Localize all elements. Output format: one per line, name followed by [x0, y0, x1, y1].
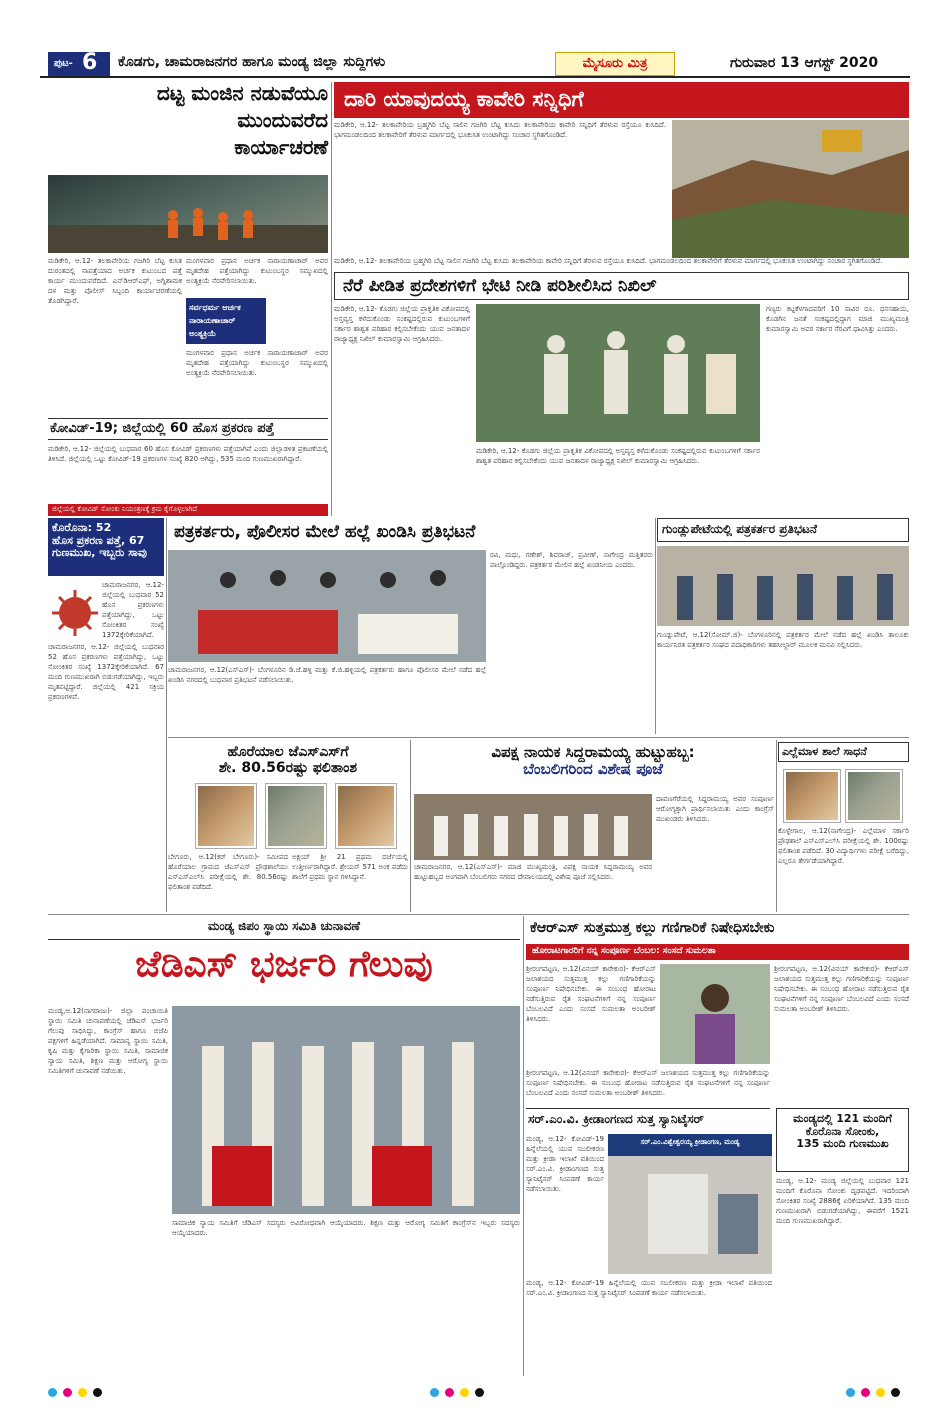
story-nikhil-headline: ನೆರೆ ಪೀಡಿತ ಪ್ರದೇಶಗಳಿಗೆ ಭೇಟಿ ನೀಡಿ ಪರಿಶೀಲಿಸಿದ ನಿಖಿಲ್ — [334, 272, 909, 300]
story-priest-body: ಮಂಗಳವಾರ ಪ್ರಧಾನ ಅರ್ಚಕ ನಾರಾಯಣಾಚಾರ್ ಅವರ ಮೃತದೇಹ ಪತ್ತೆಯಾಗಿದ್ದು ಕುಟುಂಬಸ್ಥರ ಸಮ್ಮುಖದಲ್ಲಿ ಅಂತ್ಯಕ್ರಿಯೆ ನೆರವೇರಿಸಲಾಯಿತು. — [186, 257, 328, 285]
column-rule — [523, 916, 524, 1376]
registration-marks-center — [430, 1382, 490, 1401]
cnagar-headline-3: ಗುಣಮುಖ, ಇಬ್ಬರು ಸಾವು — [52, 546, 147, 560]
story-cnagar-covid-body-2: ಚಾಮರಾಜನಗರ, ಆ.12- ಜಿಲ್ಲೆಯಲ್ಲಿ ಬುಧವಾರ 52 ಹೊಸ ಪ್ರಕರಣಗಳು ಪತ್ತೆಯಾಗಿದ್ದು, ಒಟ್ಟು ಸೋಂಕಿತರ ಸಂಖ್ಯೆ 1372ಕ್ಕೇರಿಕೆಯಾಗಿದೆ. 67 ಮಂದಿ ಗುಣಮುಖರಾಗಿ ಬಿಡುಗಡೆಯಾಗಿದ್ದು, ಇಬ್ಬರು ಮೃತಪಟ್ಟಿದ್ದಾರೆ. ಜಿಲ್ಲೆಯಲ್ಲಿ 421 ಸಕ್ರಿಯ ಪ್ರಕರಣಗಳಿವೆ. — [48, 643, 164, 701]
story-krs-subhead: ಹೋರಾಟಗಾರರಿಗೆ ನನ್ನ ಸಂಪೂರ್ಣ ಬೆಂಬಲ: ಸಂಸದೆ ಸುಮಲತಾ — [526, 944, 909, 960]
story-jds-kicker: ಮಂಡ್ಯ ಜಿಪಂ ಸ್ಥಾಯಿ ಸಮಿತಿ ಚುನಾವಣೆ — [48, 916, 520, 940]
story-gundlupet-body: ಗುಂಡ್ಲುಪೇಟೆ, ಆ.12(ಸೋಮ್.ಜಿ)- ಬೆಂಗಳೂರಿನಲ್ಲಿ ಪತ್ರಕರ್ತರ ಮೇಲೆ ನಡೆದ ಹಲ್ಲೆ ಖಂಡಿಸಿ ತಾಲೂಕು ಕಾರ್ಯನಿರತ ಪತ್ರಕರ್ತರ ಸಂಘದ ಪದಾಧಿಕಾರಿಗಳು ತಹಸೀಲ್ದಾರ್ ಮೂಲಕ ಮನವಿ ಸಲ್ಲಿಸಿದರು. — [657, 631, 909, 649]
row-rule — [168, 737, 909, 738]
story-fog-headline-1: ದಟ್ಟ ಮಂಜಿನ ನಡುವೆಯೂ — [156, 81, 328, 105]
story-fog-body: ಮಡಿಕೇರಿ, ಆ.12- ತಲಕಾವೇರಿಯ ಗಜಗಿರಿ ಬೆಟ್ಟ ಕುಸಿತ ದುರಂತದಲ್ಲಿ ನಾಪತ್ತೆಯಾದ ಅರ್ಚಕ ಕುಟುಂಬದ ಪತ್ತೆ ಕಾರ್ಯ ಮುಂದುವರೆದಿದೆ. ಎನ್‌ಡಿಆರ್‌ಎಫ್, ಅಗ್ನಿಶಾಮಕ ದಳ ಮತ್ತು ಪೊಲೀಸ್ ಸಿಬ್ಬಂದಿ ಕಾರ್ಯಾಚರಣೆಯಲ್ಲಿ ತೊಡಗಿದ್ದಾರೆ. — [48, 257, 182, 305]
story-kodagu-covid-headline: ಕೋವಿಡ್-19; ಜಿಲ್ಲೆಯಲ್ಲಿ 60 ಹೊಸ ಪ್ರಕರಣ ಪತ್ತೆ — [48, 418, 328, 440]
story-horeyala-headline — [168, 740, 408, 784]
mandya-headline-2: ಕೊರೊನಾ ಸೋಂಕು, — [805, 1124, 880, 1138]
school-student-photo-1 — [784, 770, 840, 822]
coronavirus-icon — [50, 588, 100, 638]
section-title: ಕೊಡಗು, ಚಾಮರಾಜನಗರ ಹಾಗೂ ಮಂಡ್ಯ ಜಿಲ್ಲಾ ಸುದ್ದಿಗಳು — [118, 54, 386, 70]
mandya-headline-3: 135 ಮಂದಿ ಗುಣಮುಖ — [796, 1137, 889, 1151]
column-rule — [655, 518, 656, 734]
page-label-text: ಪುಟ- — [54, 58, 73, 69]
sumalatha-figure — [660, 964, 770, 1064]
sumalatha-photo — [660, 964, 770, 1064]
reg-dot-black — [891, 1388, 900, 1397]
student-photo-2 — [266, 784, 326, 848]
page-number: 6 — [82, 50, 98, 75]
story-cnagar-covid-body: ಚಾಮರಾಜನಗರ, ಆ.12- ಜಿಲ್ಲೆಯಲ್ಲಿ ಬುಧವಾರ 52 ಹೊಸ ಪ್ರಕರಣಗಳು ಪತ್ತೆಯಾಗಿದ್ದು, ಒಟ್ಟು ಸೋಂಕಿತರ ಸಂಖ್ಯೆ 1372ಕ್ಕೇರಿಕೆಯಾಗಿದೆ. — [102, 581, 164, 639]
nikhil-visit-figure — [476, 304, 760, 442]
cnagar-headline-1: ಕೊರೊನಾ: 52 — [52, 521, 112, 534]
reg-dot-magenta — [445, 1388, 454, 1397]
column-rule — [331, 82, 332, 516]
story-road-body-cont: ಮಡಿಕೇರಿ, ಆ.12- ತಲಕಾವೇರಿಯ ಬ್ರಹ್ಮಗಿರಿ ಬೆಟ್ಟ ಸಾಲಿನ ಗಜಗಿರಿ ಬೆಟ್ಟ ಕುಸಿದು ತಲಕಾವೇರಿಯ ಕಾವೇರಿ ಸನ್ನಿಧಿಗೆ ತೆರಳುವ ರಸ್ತೆಯೂ ಕುಸಿದಿದೆ. ಭಾಗಮಂಡಲದಿಂದ ತಲಕಾವೇರಿಗೆ ತೆರಳುವ ಮಾರ್ಗದಲ್ಲಿ ಭೂಕುಸಿತ ಉಂಟಾಗಿದ್ದು ಸಂಚಾರ ಸ್ಥಗಿತಗೊಂಡಿದೆ. — [334, 257, 883, 265]
rescue-photo — [48, 175, 328, 253]
protest-figure — [168, 550, 486, 662]
cnagar-headline-2: ಹೊಸ ಪ್ರಕರಣ ಪತ್ತೆ, 67 — [52, 533, 145, 547]
reg-dot-yellow — [78, 1388, 87, 1397]
story-jds-body: ಮಂಡ್ಯ,ಆ.12(ನಾಗರಾಜು)- ಜಿಲ್ಲಾ ಪಂಚಾಯಿತಿ ಸ್ಥಾಯಿ ಸಮಿತಿ ಚುನಾವಣೆಯಲ್ಲಿ ಜೆಡಿಎಸ್ ಭರ್ಜರಿ ಗೆಲುವು ಸಾಧಿಸಿದ್ದು, ಕಾಂಗ್ರೆಸ್ ಹಾಗೂ ಬಿಜೆಪಿ ಪಕ್ಷಗಳಿಗೆ ಹಿನ್ನಡೆಯಾಗಿದೆ. ಸಾಮಾನ್ಯ ಸ್ಥಾಯಿ ಸಮಿತಿ, ಕೃಷಿ ಮತ್ತು ಕೈಗಾರಿಕಾ ಸ್ಥಾಯಿ ಸಮಿತಿ, ಸಾಮಾಜಿಕ ನ್ಯಾಯ ಸಮಿತಿ, ಶಿಕ್ಷಣ ಮತ್ತು ಆರೋಗ್ಯ ಸ್ಥಾಯಿ ಸಮಿತಿಗಳಿಗೆ ಚುನಾವಣೆ ನಡೆಯಿತು. — [48, 1007, 168, 1075]
story-school-headline: ಎಲ್ಲೆಮಾಳ ಶಾಲೆ ಸಾಧನೆ — [778, 742, 909, 762]
tag-line-3: ಅಂತ್ಯಕ್ರಿಯೆ — [189, 329, 217, 338]
row-rule — [48, 914, 909, 915]
siddu-photo — [414, 794, 652, 860]
column-rule — [166, 518, 167, 912]
story-cnagar-covid-headline — [48, 518, 164, 576]
story-kodagu-covid-body: ಮಡಿಕೇರಿ, ಆ.12- ಜಿಲ್ಲೆಯಲ್ಲಿ ಬುಧವಾರ 60 ಹೊಸ ಕೋವಿಡ್ ಪ್ರಕರಣಗಳು ಪತ್ತೆಯಾಗಿವೆ ಎಂದು ಜಿಲ್ಲಾಡಳಿತ ಪ್ರಕಟಣೆಯಲ್ಲಿ ತಿಳಿಸಿದೆ. ಜಿಲ್ಲೆಯಲ್ಲಿ ಒಟ್ಟು ಕೋವಿಡ್-19 ಪ್ರಕರಣಗಳ ಸಂಖ್ಯೆ 820 ಆಗಿದ್ದು, 535 ಮಂದಿ ಗುಣಮುಖರಾಗಿದ್ದಾರೆ. — [48, 445, 328, 463]
stadium-figure — [608, 1134, 772, 1274]
story-krs-body-2: ಶ್ರೀರಂಗಪಟ್ಟಣ, ಆ.12(ವಿನಯ್ ಕಾರೇಕುರ)- ಕೆಆರ್‌ಎಸ್ ಜಲಾಶಯದ ಸುತ್ತಮುತ್ತ ಕಲ್ಲು ಗಣಿಗಾರಿಕೆಯನ್ನು ಸಂಪೂರ್ಣ ನಿಷೇಧಿಸಬೇಕು. ಈ ಸಂಬಂಧ ಹೋರಾಟ ನಡೆಸುತ್ತಿರುವ ರೈತ ಸಂಘಟನೆಗಳಿಗೆ ನನ್ನ ಸಂಪೂರ್ಣ ಬೆಂಬಲವಿದೆ ಎಂದು ಸಂಸದೆ ಸುಮಲತಾ ಅಂಬರೀಶ್ ತಿಳಿಸಿದರು. — [774, 965, 909, 1013]
jds-group-figure — [172, 1006, 520, 1214]
rescue-team-figure — [48, 175, 328, 253]
reg-dot-yellow — [460, 1388, 469, 1397]
registration-marks-left — [48, 1382, 108, 1401]
tag-line-2: ನಾರಾಯಣಾಚಾರ್ — [189, 316, 236, 325]
mandya-headline-1: ಮಂಡ್ಯದಲ್ಲಿ 121 ಮಂದಿಗೆ — [793, 1112, 892, 1125]
story-protest-body-2: ರವಿ, ಮಧು, ಗಣೇಶ್, ಶಿವರಾಜ್, ಪ್ರವೀಣ್, ನಾಗೇಂದ್ರ ಮತ್ತಿತರರು ಪಾಲ್ಗೊಂಡಿದ್ದರು. ಪತ್ರಕರ್ತರ ಮೇಲಿನ ಹಲ್ಲೆ ಖಂಡನೀಯ ಎಂದರು. — [490, 551, 653, 569]
reg-dot-cyan — [846, 1388, 855, 1397]
jds-photo — [172, 1006, 520, 1214]
story-road-body: ಮಡಿಕೇರಿ, ಆ.12- ತಲಕಾವೇರಿಯ ಬ್ರಹ್ಮಗಿರಿ ಬೆಟ್ಟ ಸಾಲಿನ ಗಜಗಿರಿ ಬೆಟ್ಟ ಕುಸಿದು ತಲಕಾವೇರಿಯ ಕಾವೇರಿ ಸನ್ನಿಧಿಗೆ ತೆರಳುವ ರಸ್ತೆಯೂ ಕುಸಿದಿದೆ. ಭಾಗಮಂಡಲದಿಂದ ತಲಕಾವೇರಿಗೆ ತೆರಳುವ ಮಾರ್ಗದಲ್ಲಿ ಭೂಕುಸಿತ ಉಂಟಾಗಿದ್ದು ಸಂಚಾರ ಸ್ಥಗಿತಗೊಂಡಿದೆ. — [334, 121, 666, 139]
story-krs-headline: ಕೆಆರ್‌ಎಸ್ ಸುತ್ತಮುತ್ತ ಕಲ್ಲು ಗಣಿಗಾರಿಕೆ ನಿಷೇಧಿಸಬೇಕು — [530, 920, 775, 936]
school-student-photo-2 — [846, 770, 902, 822]
siddu-group-figure — [414, 794, 652, 860]
story-nikhil-body: ಮಡಿಕೇರಿ, ಆ.12- ಕೊಡಗು ಜಿಲ್ಲೆಯ ಪ್ರಾಕೃತಿಕ ವಿಕೋಪದಲ್ಲಿ ಅಸ್ತವ್ಯಸ್ತ ಕಳೆದುಕೊಂಡು ಸಂಕಷ್ಟದಲ್ಲಿರುವ ಕುಟುಂಬಗಳಿಗೆ ಸರ್ಕಾರ ಶಾಶ್ವತ ಪರಿಹಾರ ಕಲ್ಪಿಸಬೇಕೆಂದು ಯುವ ಜನತಾದಳ ರಾಜ್ಯಾಧ್ಯಕ್ಷ ನಿಖಿಲ್ ಕುಮಾರಸ್ವಾಮಿ ಆಗ್ರಹಿಸಿದರು. — [334, 305, 470, 343]
story-stadium-headline: ಸರ್.ಎಂ.ವಿ. ಕ್ರೀಡಾಂಗಣದ ಸುತ್ತ ಸ್ಯಾನಿಟೈಸರ್ — [526, 1108, 770, 1130]
landslide-photo — [672, 120, 909, 258]
story-road-headline: ದಾರಿ ಯಾವುದಯ್ಯ ಕಾವೇರಿ ಸನ್ನಿಧಿಗೆ — [334, 82, 909, 118]
reg-dot-magenta — [861, 1388, 870, 1397]
story-priest-tag — [186, 298, 266, 344]
stadium-photo — [608, 1134, 772, 1274]
siddu-headline-1: ವಿಪಕ್ಷ ನಾಯಕ ಸಿದ್ದರಾಮಯ್ಯ ಹುಟ್ಟುಹಬ್ಬ: — [491, 743, 695, 761]
story-nikhil-body-2: ಗಣ್ಯರು ಕಟ್ಟಕೆಳಗಾದವರಿಗೆ 10 ಸಾವಿರ ರೂ. ಧನಸಹಾಯ, ಕೊಡಗಿನ ಜನತೆ ಸಂಕಷ್ಟದಲ್ಲಿದ್ದಾಗ ಮಾಜಿ ಮುಖ್ಯಮಂತ್ರಿ ಕುಮಾರಸ್ವಾಮಿ ಅವರ ಸರ್ಕಾರ ನೆರವಿಗೆ ಧಾವಿಸಿತ್ತು ಎಂದರು. — [766, 305, 909, 333]
story-siddu-headline — [412, 740, 774, 790]
story-krs-body: ಶ್ರೀರಂಗಪಟ್ಟಣ, ಆ.12(ವಿನಯ್ ಕಾರೇಕುರ)- ಕೆಆರ್‌ಎಸ್ ಜಲಾಶಯದ ಸುತ್ತಮುತ್ತ ಕಲ್ಲು ಗಣಿಗಾರಿಕೆಯನ್ನು ಸಂಪೂರ್ಣ ನಿಷೇಧಿಸಬೇಕು. ಈ ಸಂಬಂಧ ಹೋರಾಟ ನಡೆಸುತ್ತಿರುವ ರೈತ ಸಂಘಟನೆಗಳಿಗೆ ನನ್ನ ಸಂಪೂರ್ಣ ಬೆಂಬಲವಿದೆ ಎಂದು ಸಂಸದೆ ಸುಮಲತಾ ಅಂಬರೀಶ್ ತಿಳಿಸಿದರು. — [526, 965, 656, 1023]
gundlupet-photo — [657, 546, 909, 626]
story-protest-headline: ಪತ್ರಕರ್ತರು, ಪೊಲೀಸರ ಮೇಲೆ ಹಲ್ಲೆ ಖಂಡಿಸಿ ಪ್ರತಿಭಟನೆ — [174, 522, 476, 542]
gundlupet-group-figure — [657, 546, 909, 626]
story-nikhil-body-3: ಮಡಿಕೇರಿ, ಆ.12- ಕೊಡಗು ಜಿಲ್ಲೆಯ ಪ್ರಾಕೃತಿಕ ವಿಕೋಪದಲ್ಲಿ ಅಸ್ತವ್ಯಸ್ತ ಕಳೆದುಕೊಂಡು ಸಂಕಷ್ಟದಲ್ಲಿರುವ ಕುಟುಂಬಗಳಿಗೆ ಸರ್ಕಾರ ಶಾಶ್ವತ ಪರಿಹಾರ ಕಲ್ಪಿಸಬೇಕೆಂದು ಯುವ ಜನತಾದಳ ರಾಜ್ಯಾಧ್ಯಕ್ಷ ನಿಖಿಲ್ ಕುಮಾರಸ್ವಾಮಿ ಆಗ್ರಹಿಸಿದರು. — [476, 447, 760, 465]
issue-date: ಗುರುವಾರ 13 ಆಗಸ್ಟ್ 2020 — [730, 55, 879, 71]
student-photo-1 — [196, 784, 256, 848]
story-protest-body: ಚಾಮರಾಜನಗರ, ಆ.12(ಎಸ್‌ಎಸ್)- ಬೆಂಗಳೂರಿನ ಡಿ.ಜೆ.ಹಳ್ಳಿ ಮತ್ತು ಕೆ.ಜಿ.ಹಳ್ಳಿಯಲ್ಲಿ ಪತ್ರಕರ್ತರು ಹಾಗೂ ಪೊಲೀಸರ ಮೇಲೆ ನಡೆದ ಹಲ್ಲೆ ಖಂಡಿಸಿ ನಗರದಲ್ಲಿ ಬುಧವಾರ ಪ್ರತಿಭಟನೆ ನಡೆಸಲಾಯಿತು. — [168, 666, 486, 684]
story-school-body: ಕೊಳ್ಳೇಗಾಲ, ಆ.12(ನಾಗೇಂದ್ರ)- ಎಲ್ಲೆಮಾಳ ಸರ್ಕಾರಿ ಪ್ರೌಢಶಾಲೆ ಎಸ್‌ಎಸ್‌ಎಲ್‌ಸಿ ಪರೀಕ್ಷೆಯಲ್ಲಿ ಶೇ. 100ರಷ್ಟು ಫಲಿತಾಂಶ ಪಡೆದಿದೆ. 30 ವಿದ್ಯಾರ್ಥಿಗಳು ಪರೀಕ್ಷೆ ಬರೆದಿದ್ದು, ಎಲ್ಲರೂ ತೇರ್ಗಡೆಯಾಗಿದ್ದಾರೆ. — [778, 827, 909, 865]
registration-marks-right — [846, 1382, 906, 1401]
story-horeyala-body: ಬೇಗೂರು, ಆ.12(ಕರ್ ಬೇಗೂರು)- ಸಮೀಪದ ಹೊರೆಯಾಲ ಗ್ರಾಮದ ಜೆಎಸ್‌ಎಸ್ ಪ್ರೌಢಶಾಲೆಯು ಎಸ್‌ಎಸ್‌ಎಲ್‌ಸಿ ಪರೀಕ್ಷೆಯಲ್ಲಿ ಶೇ. 80.56ರಷ್ಟು ಫಲಿತಾಂಶ ಪಡೆದಿದೆ. — [168, 853, 288, 891]
masthead-logo: ಮೈಸೂರು ಮಿತ್ರ — [555, 52, 675, 76]
story-fog-headline-2: ಮುಂದುವರೆದ — [237, 108, 328, 132]
story-fog-headline-3: ಕಾರ್ಯಾಚರಣೆ — [234, 135, 328, 159]
virus-image — [50, 588, 100, 638]
story-jds-body-2: ಸಾಮಾಜಿಕ ನ್ಯಾಯ ಸಮಿತಿಗೆ ಜೆಡಿಎಸ್ ಸದಸ್ಯರು ಅವಿರೋಧವಾಗಿ ಆಯ್ಕೆಯಾದರು. ಶಿಕ್ಷಣ ಮತ್ತು ಆರೋಗ್ಯ ಸಮಿತಿಗೆ ಕಾಂಗ್ರೆಸ್‌ನ ಇಬ್ಬರು ಸದಸ್ಯರು ಆಯ್ಕೆಯಾದರು. — [172, 1219, 520, 1237]
tag-line-1: ಸರ್ವಧರ್ಮ ಆರ್ಚಕ — [189, 303, 241, 312]
story-mandya-covid-body: ಮಂಡ್ಯ, ಆ.12- ಮಂಡ್ಯ ಜಿಲ್ಲೆಯಲ್ಲಿ ಬುಧವಾರ 121 ಮಂದಿಗೆ ಕೊರೊನಾ ಸೋಂಕು ದೃಢಪಟ್ಟಿದೆ. ಇದರಿಂದಾಗಿ ಸೋಂಕಿತರ ಸಂಖ್ಯೆ 2886ಕ್ಕೆ ಏರಿಕೆಯಾಗಿದೆ. 135 ಮಂದಿ ಗುಣಮುಖರಾಗಿ ಬಿಡುಗಡೆಯಾಗಿದ್ದು, ಈವರೆಗೆ 1521 ಮಂದಿ ಗುಣಮುಖರಾಗಿದ್ದಾರೆ. — [776, 1177, 909, 1225]
reg-dot-cyan — [430, 1388, 439, 1397]
page-label — [48, 52, 110, 76]
story-gundlupet-headline: ಗುಂಡ್ಲುಪೇಟೆಯಲ್ಲಿ ಪತ್ರಕರ್ತರ ಪ್ರತಿಭಟನೆ — [657, 518, 909, 542]
reg-dot-black — [93, 1388, 102, 1397]
reg-dot-black — [475, 1388, 484, 1397]
horeyala-headline-1: ಹೊರೆಯಾಲ ಜೆಎಸ್‌ಎಸ್‌ಗೆ — [227, 744, 349, 760]
story-jds-headline: ಜೆಡಿಎಸ್ ಭರ್ಜರಿ ಗೆಲುವು — [135, 944, 433, 985]
story-siddu-body-2: ದಾವಣಗೆರೆಯಲ್ಲಿ ಸಿದ್ದರಾಮಯ್ಯ ಅವರ ಸಂಪೂರ್ಣ ಆರೋಗ್ಯಕ್ಕಾಗಿ ಪ್ರಾರ್ಥಿಸಲಾಯಿತು ಎಂದು ಕಾಂಗ್ರೆಸ್ ಮುಖಂಡರು ತಿಳಿಸಿದರು. — [656, 795, 774, 823]
stadium-board-text: ಸರ್.ಎಂ.ವಿಶ್ವೇಶ್ವರಯ್ಯ ಕ್ರೀಡಾಂಗಣ, ಮಂಡ್ಯ — [640, 1138, 740, 1146]
story-horeyala-body-2: ಅಕ್ಷಯ್ ಶ್ರೀ 21 ಪ್ರಥಮ ದರ್ಜೆಯಲ್ಲಿ ಉತ್ತೀರ್ಣರಾಗಿದ್ದಾರೆ. ಶ್ರೇಯಸ್ 571 ಅಂಕ ಪಡೆದು ಶಾಲೆಗೆ ಪ್ರಥಮ ಸ್ಥಾನ ಗಳಿಸಿದ್ದಾನೆ. — [292, 853, 408, 881]
nikhil-photo — [476, 304, 760, 442]
column-rule — [776, 740, 777, 912]
story-priest-body-cont: ಮಂಗಳವಾರ ಪ್ರಧಾನ ಅರ್ಚಕ ನಾರಾಯಣಾಚಾರ್ ಅವರ ಮೃತದೇಹ ಪತ್ತೆಯಾಗಿದ್ದು ಕುಟುಂಬಸ್ಥರ ಸಮ್ಮುಖದಲ್ಲಿ ಅಂತ್ಯಕ್ರಿಯೆ ನೆರವೇರಿಸಲಾಯಿತು. — [186, 349, 328, 377]
protest-photo — [168, 550, 486, 662]
story-siddu-body: ಚಾಮರಾಜನಗರ, ಆ.12(ಎಸ್‌ಎಸ್)- ಮಾಜಿ ಮುಖ್ಯಮಂತ್ರಿ, ವಿಪಕ್ಷ ನಾಯಕ ಸಿದ್ದರಾಮಯ್ಯ ಅವರ ಹುಟ್ಟುಹಬ್ಬದ ಅಂಗವಾಗಿ ಬೆಂಬಲಿಗರು ನಗರದ ದೇವಾಲಯದಲ್ಲಿ ವಿಶೇಷ ಪೂಜೆ ಸಲ್ಲಿಸಿದರು. — [414, 863, 652, 881]
story-stadium-body-2: ಮಂಡ್ಯ, ಆ.12- ಕೋವಿಡ್-19 ಹಿನ್ನೆಲೆಯಲ್ಲಿ ಯುವ ಸಬಲೀಕರಣ ಮತ್ತು ಕ್ರೀಡಾ ಇಲಾಖೆ ವತಿಯಿಂದ ಸರ್.ಎಂ.ವಿ. ಕ್ರೀಡಾಂಗಣದ ಸುತ್ತ ಸ್ಯಾನಿಟೈಸರ್ ಸಿಂಪಡಣೆ ಕಾರ್ಯ ನಡೆಸಲಾಯಿತು. — [526, 1279, 772, 1297]
student-photo-3 — [336, 784, 396, 848]
reg-dot-magenta — [63, 1388, 72, 1397]
story-kodagu-covid-footer: ಜಿಲ್ಲೆಯಲ್ಲಿ ಕೋವಿಡ್ ಸೋಂಕು ನಿಯಂತ್ರಣಕ್ಕೆ ಕ್ರಮ ಕೈಗೊಳ್ಳಲಾಗಿದೆ — [48, 504, 328, 516]
reg-dot-cyan — [48, 1388, 57, 1397]
landslide-figure — [672, 120, 909, 258]
story-krs-body-3: ಶ್ರೀರಂಗಪಟ್ಟಣ, ಆ.12(ವಿನಯ್ ಕಾರೇಕುರ)- ಕೆಆರ್‌ಎಸ್ ಜಲಾಶಯದ ಸುತ್ತಮುತ್ತ ಕಲ್ಲು ಗಣಿಗಾರಿಕೆಯನ್ನು ಸಂಪೂರ್ಣ ನಿಷೇಧಿಸಬೇಕು. ಈ ಸಂಬಂಧ ಹೋರಾಟ ನಡೆಸುತ್ತಿರುವ ರೈತ ಸಂಘಟನೆಗಳಿಗೆ ನನ್ನ ಸಂಪೂರ್ಣ ಬೆಂಬಲವಿದೆ ಎಂದು ಸಂಸದೆ ಸುಮಲತಾ ಅಂಬರೀಶ್ ತಿಳಿಸಿದರು. — [526, 1069, 770, 1097]
column-rule — [410, 740, 411, 912]
story-mandya-covid-headline — [776, 1108, 909, 1172]
student-photos — [196, 784, 406, 848]
story-stadium-body: ಮಂಡ್ಯ, ಆ.12- ಕೋವಿಡ್-19 ಹಿನ್ನೆಲೆಯಲ್ಲಿ ಯುವ ಸಬಲೀಕರಣ ಮತ್ತು ಕ್ರೀಡಾ ಇಲಾಖೆ ವತಿಯಿಂದ ಸರ್.ಎಂ.ವಿ. ಕ್ರೀಡಾಂಗಣದ ಸುತ್ತ ಸ್ಯಾನಿಟೈಸರ್ ಸಿಂಪಡಣೆ ಕಾರ್ಯ ನಡೆಸಲಾಯಿತು. — [526, 1135, 604, 1193]
siddu-headline-2: ಬೆಂಬಲಿಗರಿಂದ ವಿಶೇಷ ಪೂಜೆ — [523, 760, 663, 779]
horeyala-headline-2: ಶೇ. 80.56ರಷ್ಟು ಫಲಿತಾಂಶ — [218, 760, 358, 777]
reg-dot-yellow — [876, 1388, 885, 1397]
